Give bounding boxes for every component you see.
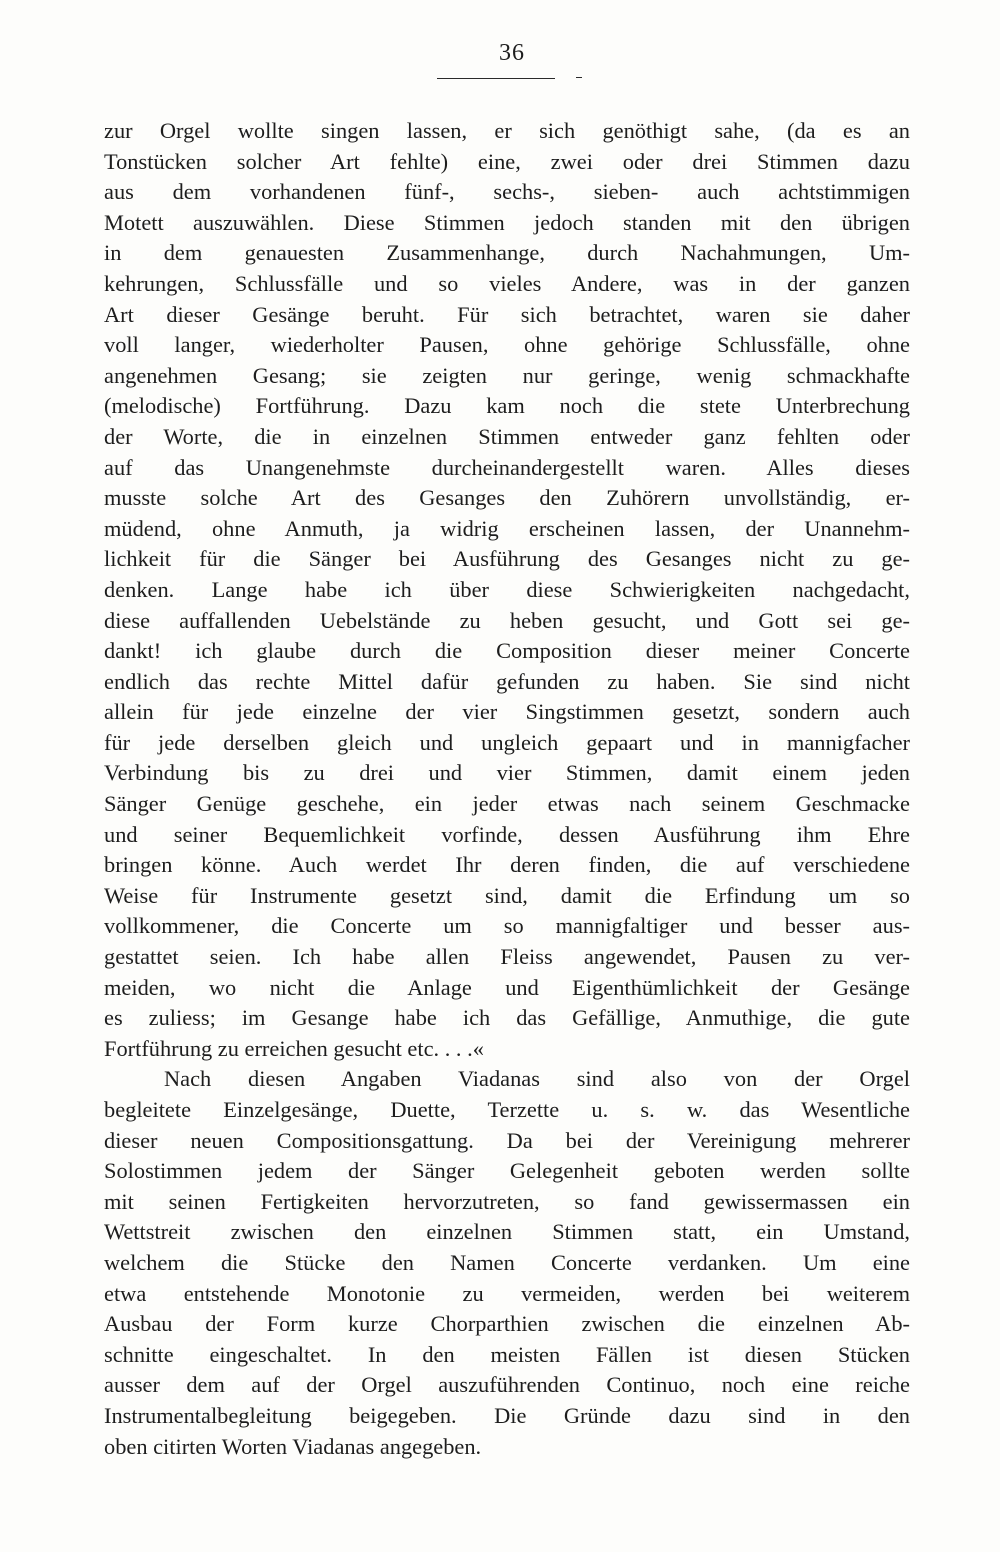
- text-line: es zuliess; im Gesange habe ich das Gefällige, Anmuthige, die gute: [104, 1005, 910, 1031]
- text-line: voll langer, wiederholter Pausen, ohne gehörige Schlussfälle, ohne: [104, 332, 910, 358]
- text-line: dieser neuen Compositionsgattung. Da bei der Vereinigung mehrerer: [104, 1127, 910, 1153]
- text-line: für jede derselben gleich und ungleich gepaart und in mannigfacher: [104, 729, 910, 755]
- text-line-paragraph-start: Nach diesen Angaben Viadanas sind also von der Orgel: [164, 1066, 910, 1092]
- text-line: angenehmen Gesang; sie zeigten nur geringe, wenig schmackhafte: [104, 362, 910, 388]
- text-line: aus dem vorhandenen fünf-, sechs-, sieben- auch achtstimmigen: [104, 179, 910, 205]
- text-line: schnitte eingeschaltet. In den meisten Fällen ist diesen Stücken: [104, 1341, 910, 1367]
- text-line: ausser dem auf der Orgel auszuführenden Continuo, noch eine reiche: [104, 1372, 910, 1398]
- text-line: etwa entstehende Monotonie zu vermeiden, werden bei weiterem: [104, 1280, 910, 1306]
- text-line-paragraph-end: Fortführung zu erreichen gesucht etc. . . .«: [104, 1035, 484, 1061]
- text-line: meiden, wo nicht die Anlage und Eigenthümlichkeit der Gesänge: [104, 974, 910, 1000]
- text-line: der Worte, die in einzelnen Stimmen entweder ganz fehlten oder: [104, 423, 910, 449]
- text-line: müdend, ohne Anmuth, ja widrig erscheinen lassen, der Unannehm-: [104, 515, 910, 541]
- text-line: begleitete Einzelgesänge, Duette, Terzette u. s. w. das Wesentliche: [104, 1097, 910, 1122]
- text-line: Solostimmen jedem der Sänger Gelegenheit geboten werden sollte: [104, 1158, 910, 1184]
- text-line: diese auffallenden Uebelstände zu heben gesucht, und Gott sei ge-: [104, 607, 910, 633]
- text-line: Verbindung bis zu drei und vier Stimmen, damit einem jeden: [104, 760, 910, 786]
- text-line: dankt! ich glaube durch die Composition dieser meiner Concerte: [104, 638, 910, 664]
- text-line: in dem genauesten Zusammenhange, durch Nachahmungen, Um-: [104, 240, 910, 266]
- body-text: [104, 116, 910, 1462]
- text-line: Weise für Instrumente gesetzt sind, damit die Erfindung um so: [104, 882, 910, 908]
- text-line: und seiner Bequemlichkeit vorfinde, dessen Ausführung ihm Ehre: [104, 821, 910, 847]
- text-line: denken. Lange habe ich über diese Schwierigkeiten nachgedacht,: [104, 576, 910, 602]
- text-line: allein für jede einzelne der vier Singstimmen gesetzt, sondern auch: [104, 699, 910, 725]
- text-line: lichkeit für die Sänger bei Ausführung des Gesanges nicht zu ge-: [104, 546, 910, 572]
- text-line: Tonstücken solcher Art fehlte) eine, zwei oder drei Stimmen dazu: [104, 148, 910, 174]
- text-line: mit seinen Fertigkeiten hervorzutreten, so fand gewissermassen ein: [104, 1188, 910, 1214]
- text-line: endlich das rechte Mittel dafür gefunden zu haben. Sie sind nicht: [104, 668, 910, 694]
- text-line: (melodische) Fortführung. Dazu kam noch die stete Unterbrechung: [104, 393, 910, 419]
- text-line: welchem die Stücke den Namen Concerte verdanken. Um eine: [104, 1249, 910, 1275]
- text-line: auf das Unangenehmste durcheinandergestellt waren. Alles dieses: [104, 454, 910, 480]
- text-line: Ausbau der Form kurze Chorparthien zwischen die einzelnen Ab-: [104, 1311, 910, 1337]
- text-line: Art dieser Gesänge beruht. Für sich betrachtet, waren sie daher: [104, 301, 910, 327]
- text-line: vollkommener, die Concerte um so mannigfaltiger und besser aus-: [104, 913, 910, 939]
- text-line: bringen könne. Auch werdet Ihr deren finden, die auf verschiedene: [104, 852, 910, 878]
- page-number: 36: [499, 40, 525, 66]
- text-line: Wettstreit zwischen den einzelnen Stimmen statt, ein Umstand,: [104, 1219, 910, 1245]
- header-rule: [437, 78, 555, 79]
- text-line: gestattet seien. Ich habe allen Fleiss angewendet, Pausen zu ver-: [104, 944, 910, 970]
- header-rule-mark: [576, 77, 582, 78]
- text-line: musste solche Art des Gesanges den Zuhörern unvollständig, er-: [104, 485, 910, 511]
- text-line-paragraph-end: oben citirten Worten Viadanas angegeben.: [104, 1433, 482, 1459]
- text-line: Sänger Genüge geschehe, ein jeder etwas nach seinem Geschmacke: [104, 791, 910, 817]
- text-line: Instrumentalbegleitung beigegeben. Die Gründe dazu sind in den: [104, 1402, 910, 1428]
- text-line: zur Orgel wollte singen lassen, er sich genöthigt sahe, (da es an: [104, 118, 910, 143]
- text-line: Motett auszuwählen. Diese Stimmen jedoch standen mit den übrigen: [104, 209, 910, 235]
- text-line: kehrungen, Schlussfälle und so vieles Andere, was in der ganzen: [104, 270, 910, 296]
